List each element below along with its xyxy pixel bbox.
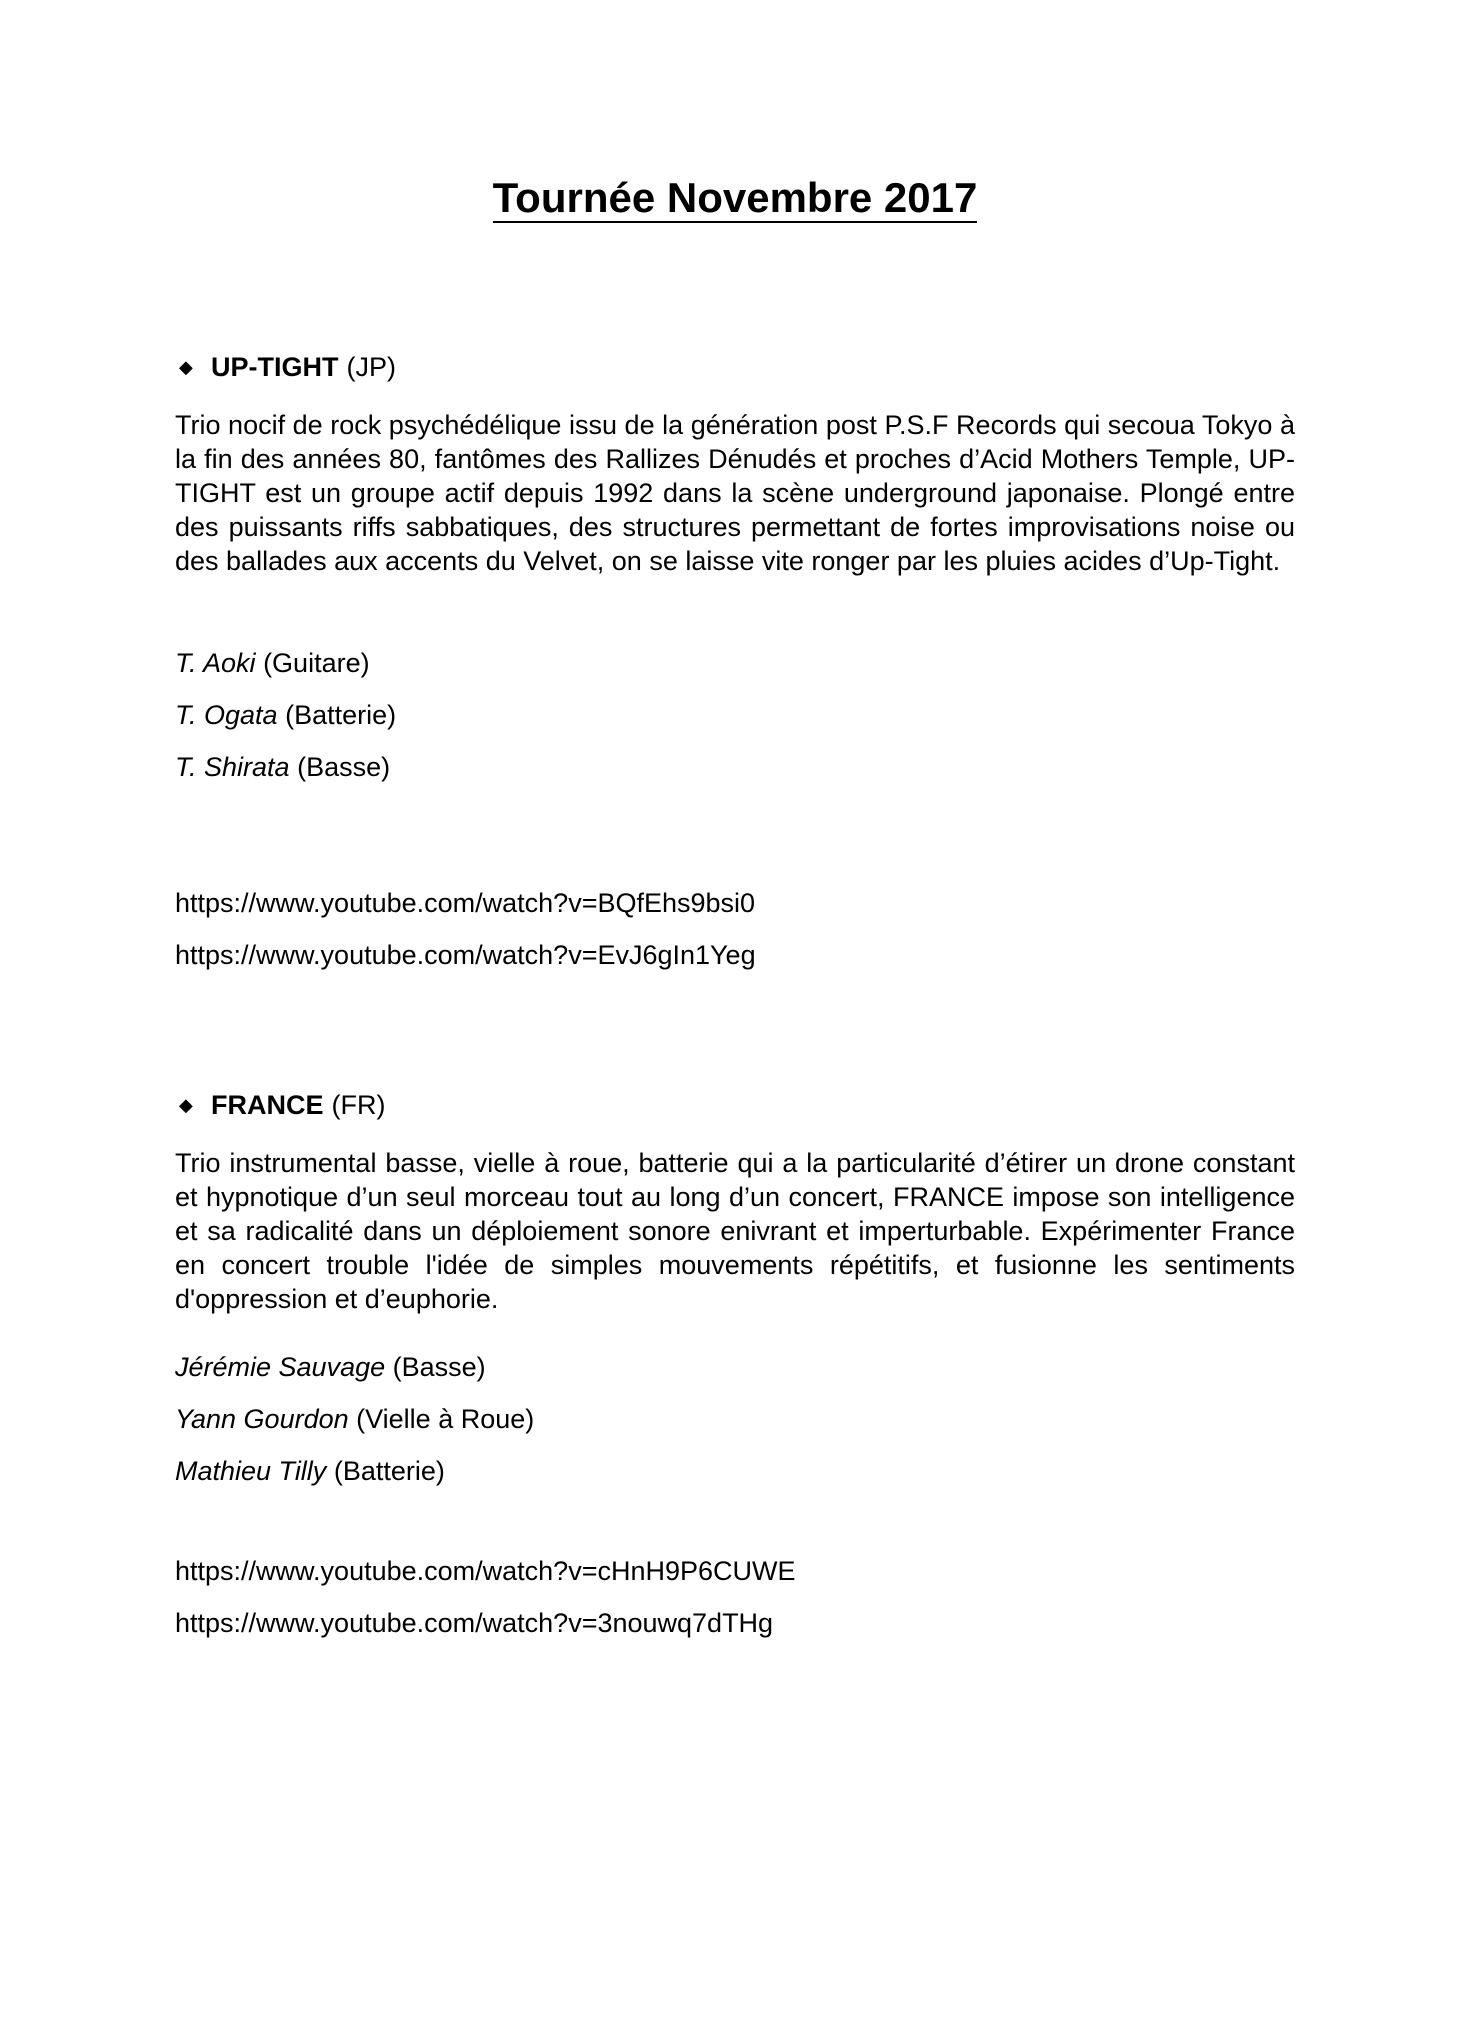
band-country: (JP) [346,352,396,382]
member-name: Mathieu Tilly [175,1456,327,1486]
member-name: T. Ogata [175,700,278,730]
member-item [175,750,1295,802]
youtube-link[interactable]: https://www.youtube.com/watch?v=EvJ6gIn1Yeg [175,940,756,970]
band-description: Trio nocif de rock psychédélique issu de la génération post P.S.F Records qui secoua Tokyo à la fin des années 80, fantômes des Rallizes Dénudés et proches d’Acid Mothers Temple, UP-TIGHT est un groupe actif depuis 1992 dans la scène underground japonaise. Plongé entre des puissants riffs sabbatiques, des structures permettant de fortes improvisations noise ou des ballades aux accents du Velvet, on se laisse vite ronger par les pluies acides d’Up-Tight. [175,410,1295,576]
member-name: Jérémie Sauvage [175,1352,386,1382]
member-role: (Batterie) [333,1456,445,1486]
page-title-text: Tournée Novembre 2017 [492,174,978,221]
member-role: (Basse) [297,752,391,782]
link-list [175,1554,1295,1658]
youtube-link[interactable]: https://www.youtube.com/watch?v=BQfEhs9bsi0 [175,888,756,918]
member-item [175,1350,1295,1402]
member-name: T. Shirata [175,752,290,782]
member-item [175,698,1295,750]
member-item [175,1454,1295,1506]
member-item [175,646,1295,698]
member-role: (Basse) [392,1352,486,1382]
member-list [175,646,1295,802]
band-country: (FR) [331,1090,386,1120]
band-section-uptight [175,350,1295,990]
member-role: (Batterie) [285,700,397,730]
band-heading [175,1088,1295,1122]
member-role: (Guitare) [263,648,370,678]
link-list [175,886,1295,990]
member-role: (Vielle à Roue) [356,1404,535,1434]
member-list [175,1350,1295,1506]
band-name: FRANCE [211,1090,324,1120]
band-heading [175,350,1295,384]
member-item [175,1402,1295,1454]
band-name: UP-TIGHT [211,352,339,382]
member-name: T. Aoki [175,648,256,678]
youtube-link[interactable]: https://www.youtube.com/watch?v=3nouwq7dTHg [175,1608,774,1638]
link-item [175,938,1295,990]
member-name: Yann Gourdon [175,1404,349,1434]
link-item [175,886,1295,938]
band-description: Trio instrumental basse, vielle à roue, batterie qui a la particularité d’étirer un drone constant et hypnotique d’un seul morceau tout au long d’un concert, FRANCE impose son intelligence et sa radicalité dans un déploiement sonore enivrant et imperturbable. Expérimenter France en concert trouble l'idée de simples mouvements répétitifs, et fusionne les sentiments d'oppression et d’euphorie. [175,1148,1295,1314]
link-item [175,1554,1295,1606]
youtube-link[interactable]: https://www.youtube.com/watch?v=cHnH9P6CUWE [175,1556,796,1586]
link-item [175,1606,1295,1658]
band-section-france [175,1088,1295,1658]
page-title [0,172,1470,224]
diamond-bullet-icon: ◆ [179,357,193,377]
diamond-bullet-icon: ◆ [179,1095,193,1115]
